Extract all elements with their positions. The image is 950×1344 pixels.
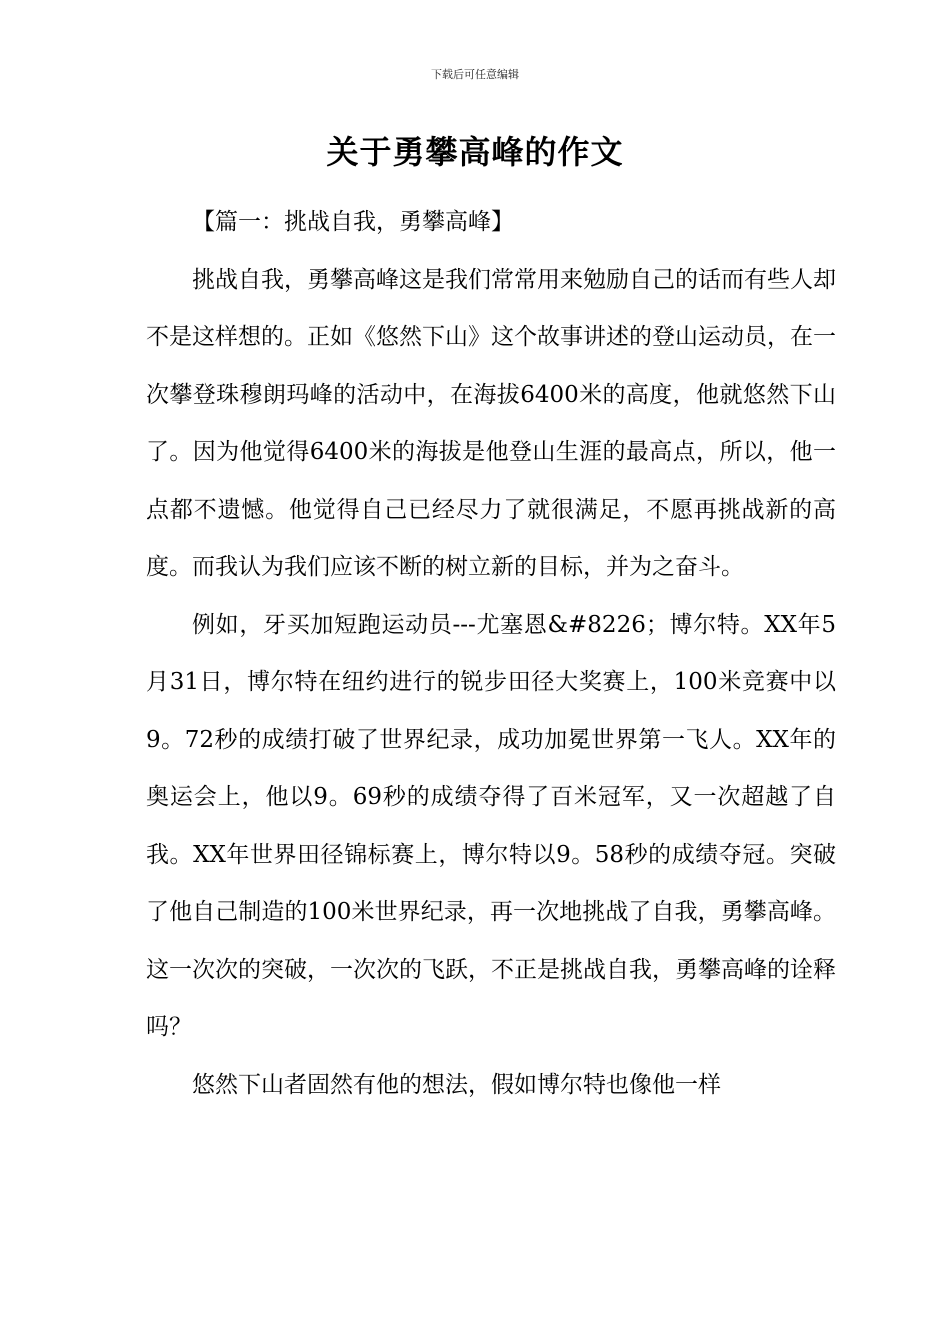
paragraph-1: 挑战自我，勇攀高峰这是我们常常用来勉励自己的话而有些人却不是这样想的。正如《悠然下山》这个故事讲述的登山运动员，在一次攀登珠穆朗玛峰的活动中，在海拔6400米的高度，他就悠然下山了。因为他觉得6400米的海拔是他登山生涯的最高点，所以，他一点都不遗憾。他觉得自己已经尽力了就很满足，不愿再挑战新的高度。而我认为我们应该不断的树立新的目标，并为之奋斗。 [146, 266, 836, 580]
paragraph-2: 例如，牙买加短跑运动员---尤塞恩&#8226；博尔特。XX年5月31日，博尔特在纽约进行的锐步田径大奖赛上，100米竞赛中以9。72秒的成绩打破了世界纪录，成功加冕世界第一飞人。XX年的奥运会上，他以9。69秒的成绩夺得了百米冠军，又一次超越了自我。XX年世界田径锦标赛上，博尔特以9。58秒的成绩夺冠。突破了他自己制造的100米世界纪录，再一次地挑战了自我，勇攀高峰。这一次次的突破，一次次的飞跃，不正是挑战自我，勇攀高峰的诠释吗？ [146, 611, 836, 1040]
section-heading: 【篇一：挑战自我，勇攀高峰】 [192, 209, 514, 235]
header-note: 下载后可任意编辑 [431, 68, 519, 81]
document-body [146, 194, 836, 1114]
document-title: 关于勇攀高峰的作文 [326, 133, 624, 171]
paragraph-3: 悠然下山者固然有他的想法，假如博尔特也像他一样 [192, 1071, 721, 1098]
